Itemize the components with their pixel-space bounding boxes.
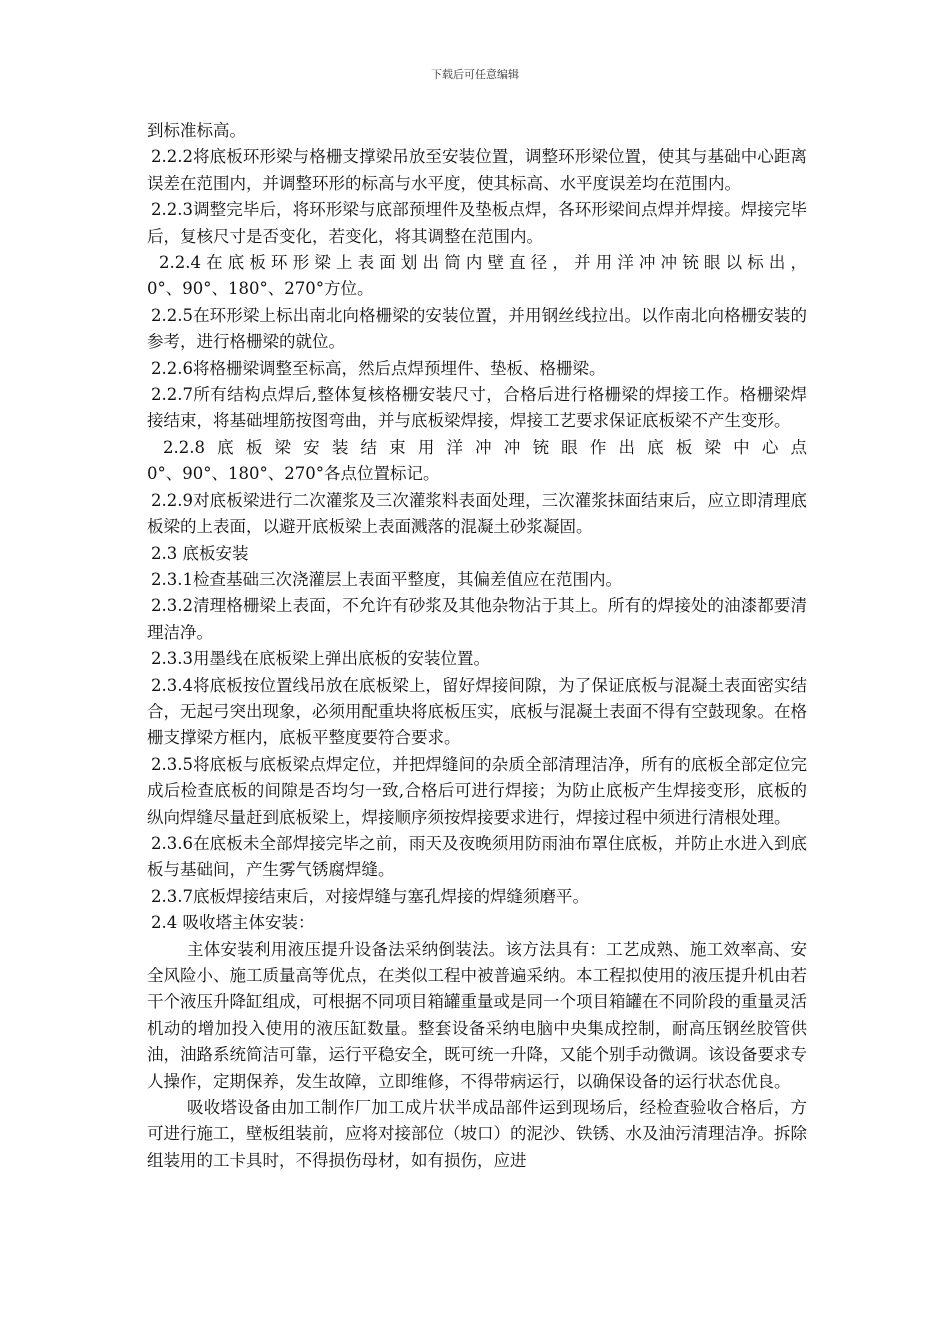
paragraph-2-2-8: 2.2.8底板梁安装结束用洋冲冲铳眼作出底板梁中心点: [163, 437, 807, 457]
paragraph-2-2-3: 2.2.3调整完毕后，将环形梁与底部预埋件及垫板点焊，各环形梁间点焊并焊接。焊接完毕后，复核尺寸是否变化，若变化，将其调整在范围内。: [147, 200, 807, 246]
document-body: [147, 118, 807, 1174]
paragraph-2-3-7: 2.3.7底板焊接结束后，对接焊缝与塞孔焊接的焊缝须磨平。: [151, 886, 589, 906]
paragraph-2-2-6: 2.2.6将格栅梁调整至标高，然后点焊预埋件、垫板、格栅梁。: [151, 358, 606, 378]
paragraph-2-3-3: 2.3.3用墨线在底板梁上弹出底板的安装位置。: [151, 649, 490, 669]
section-heading-2-3: 2.3 底板安装: [151, 543, 249, 563]
paragraph-2-3-5: 2.3.5将底板与底板梁点焊定位，并把焊缝间的杂质全部清理洁净，所有的底板全部定位完成后检查底板的间隙是否均匀一致,合格后可进行焊接；为防止底板产生焊接变形，底板的纵向焊缝尽量赶到底板梁上，焊接顺序须按焊接要求进行，焊接过程中须进行清根处理。: [147, 754, 807, 827]
paragraph-2-3-4: 2.3.4将底板按位置线吊放在底板梁上，留好焊接间隙，为了保证底板与混凝土表面密实结合，无起弓突出现象，必须用配重块将底板压实，底板与混凝土表面不得有空鼓现象。在格栅支撑梁方框内，底板平整度要符合要求。: [147, 675, 807, 748]
paragraph-shell-assembly: 吸收塔设备由加工制作厂加工成片状半成品部件运到现场后，经检查验收合格后，方可进行施工，壁板组装前，应将对接部位（坡口）的泥沙、铁锈、水及油污清理洁净。拆除组装用的工卡具时，不得损伤母材，如有损伤，应进: [147, 1098, 807, 1170]
page-header: 下载后可任意编辑: [431, 68, 519, 81]
paragraph-2-3-6: 2.3.6在底板未全部焊接完毕之前，雨天及夜晚须用防雨油布罩住底板，并防止水进入到底板与基础间，产生雾气锈腐焊缝。: [147, 833, 807, 880]
paragraph-2-3-2: 2.3.2清理格栅梁上表面，不允许有砂浆及其他杂物沾于其上。所有的焊接处的油漆都要清理洁净。: [147, 596, 807, 642]
paragraph-0: 到标准标高。: [147, 121, 246, 140]
paragraph-2-2-7: 2.2.7所有结构点焊后,整体复核格栅安装尺寸，合格后进行格栅梁的焊接工作。格栅梁焊接结束，将基础埋筋按图弯曲，并与底板梁焊接，焊接工艺要求保证底板梁不产生变形。: [147, 385, 807, 431]
paragraph-2-2-4: 2.2.4在底板环形梁上表面划出筒内壁直径，并用洋冲冲铳眼以标出，: [159, 253, 807, 273]
paragraph-2-2-2: 2.2.2将底板环形梁与格栅支撑梁吊放至安装位置，调整环形梁位置，使其与基础中心距离误差在范围内，并调整环形的标高与水平度，使其标高、水平度误差均在范围内。: [147, 147, 807, 193]
paragraph-2-2-5: 2.2.5在环形梁上标出南北向格栅梁的安装位置，并用钢丝线拉出。以作南北向格栅安装的参考，进行格栅梁的就位。: [147, 305, 807, 352]
paragraph-2-3-1: 2.3.1检查基础三次浇灌层上表面平整度，其偏差值应在范围内。: [151, 569, 622, 589]
paragraph-main-install: 主体安装利用液压提升设备法采纳倒装法。该方法具有：工艺成熟、施工效率高、安全风险小、施工质量高等优点，在类似工程中被普遍采纳。本工程拟使用的液压提升机由若干个液压升降缸组成，可根据不同项目箱罐重量或是同一个项目箱罐在不同阶段的重量灵活机动的增加投入使用的液压缸数量。整套设备采纳电脑中央集成控制，耐高压钢丝胶管供油，油路系统简洁可靠，运行平稳安全，既可统一升降，又能个别手动微调。该设备要求专人操作，定期保养，发生故障，立即维修，不得带病运行，以确保设备的运行状态优良。: [147, 939, 807, 1091]
section-heading-2-4: 2.4 吸收塔主体安装：: [151, 913, 315, 933]
paragraph-2-2-8-cont: 0°、90°、180°、270°各点位置标记。: [147, 464, 440, 484]
paragraph-2-2-4-cont: 0°、90°、180°、270°方位。: [147, 279, 374, 299]
paragraph-2-2-9: 2.2.9对底板梁进行二次灌浆及三次灌浆料表面处理，三次灌浆抹面结束后，应立即清理底板梁的上表面，以避开底板梁上表面溅落的混凝土砂浆凝固。: [147, 490, 807, 537]
